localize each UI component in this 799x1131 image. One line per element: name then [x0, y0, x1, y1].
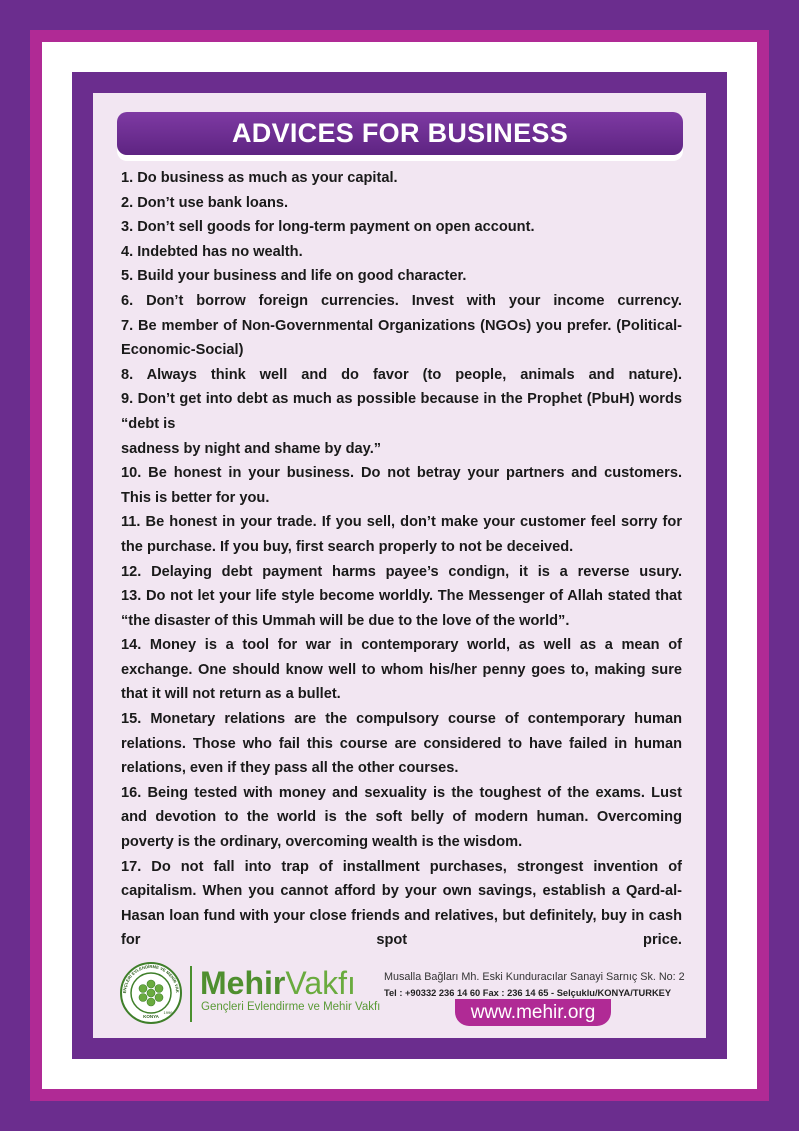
- advice-item: 14. Money is a tool for war in contemporary world, as well as a mean of exchange. One should know well to whom his/her penny goes to, making sure that it will not return as a bullet.: [121, 637, 682, 703]
- page-title: ADVICES FOR BUSINESS: [231, 118, 569, 148]
- advice-item: 7. Be member of Non-Governmental Organizations (NGOs) you prefer. (Political-Economic-Social): [121, 317, 682, 359]
- seal-year: 1996: [163, 1010, 173, 1015]
- footer-divider: [190, 966, 192, 1022]
- seal-bottom-text: KONYA: [143, 1014, 159, 1019]
- advice-list: [121, 166, 682, 953]
- seal-ring-text: ENÇLERİ EVLENDİRME VE MEHİR VAK: [121, 963, 181, 994]
- foundation-seal-icon: [120, 962, 182, 1024]
- advice-item: 16. Being tested with money and sexuality is the toughest of the exams. Lust and devotion to the world is the soft belly of modern human. Overcoming poverty is the ordinary, overcoming wealth is the wisdom.: [121, 784, 682, 851]
- advice-item: 13. Do not let your life style become worldly. The Messenger of Allah stated that “the disaster of this Ummah will be due to the love of the world”.: [121, 588, 682, 629]
- advice-item: 8. Always think well and do favor (to people, animals and nature).: [121, 366, 682, 383]
- brand-subtitle: Gençleri Evlendirme ve Mehir Vakfı: [201, 1001, 381, 1013]
- brand-bold: Mehir: [200, 965, 286, 1001]
- advice-item: 4. Indebted has no wealth.: [121, 243, 303, 260]
- address: Musalla Bağları Mh. Eski Kunduracılar Sanayi Sarnıç Sk. No: 2: [384, 971, 685, 983]
- advice-item: 11. Be honest in your trade. If you sell, don’t make your customer feel sorry for the purchase. If you buy, first search properly to not be deceived.: [121, 514, 682, 555]
- advice-item: 3. Don’t sell goods for long-term payment on open account.: [121, 219, 535, 236]
- advice-item: 17. Do not fall into trap of installment purchases, strongest invention of capitalism. When you cannot afford by your own savings, establish a Qard-al-Hasan loan fund with your close friends and relatives, but definitely, buy in cash for spot price.: [121, 858, 682, 949]
- advice-item: sadness by night and shame by day.”: [121, 440, 382, 457]
- brand-light: Vakfı: [285, 965, 356, 1001]
- contact-info: Tel : +90332 236 14 60 Fax : 236 14 65 - Selçuklu/KONYA/TURKEY: [384, 988, 672, 998]
- website-link[interactable]: www.mehir.org: [455, 999, 611, 1026]
- advice-item: 15. Monetary relations are the compulsory course of contemporary human relations. Those who fail this course are considered to have failed in human relations, even if they pass all the other courses.: [121, 711, 682, 777]
- advice-item: 5. Build your business and life on good character.: [121, 268, 467, 285]
- advice-item: 9. Don’t get into debt as much as possible because in the Prophet (PbuH) words “debt is: [121, 391, 682, 432]
- advice-item: 6. Don’t borrow foreign currencies. Invest with your income currency.: [121, 292, 682, 309]
- advice-item: 12. Delaying debt payment harms payee’s condign, it is a reverse usury.: [121, 563, 682, 580]
- advice-item: 1. Do business as much as your capital.: [121, 170, 398, 186]
- brand-name: [200, 966, 356, 1000]
- advice-item: 2. Don’t use bank loans.: [121, 194, 289, 211]
- advice-item: 10. Be honest in your business. Do not betray your partners and customers. This is better for you.: [121, 465, 682, 506]
